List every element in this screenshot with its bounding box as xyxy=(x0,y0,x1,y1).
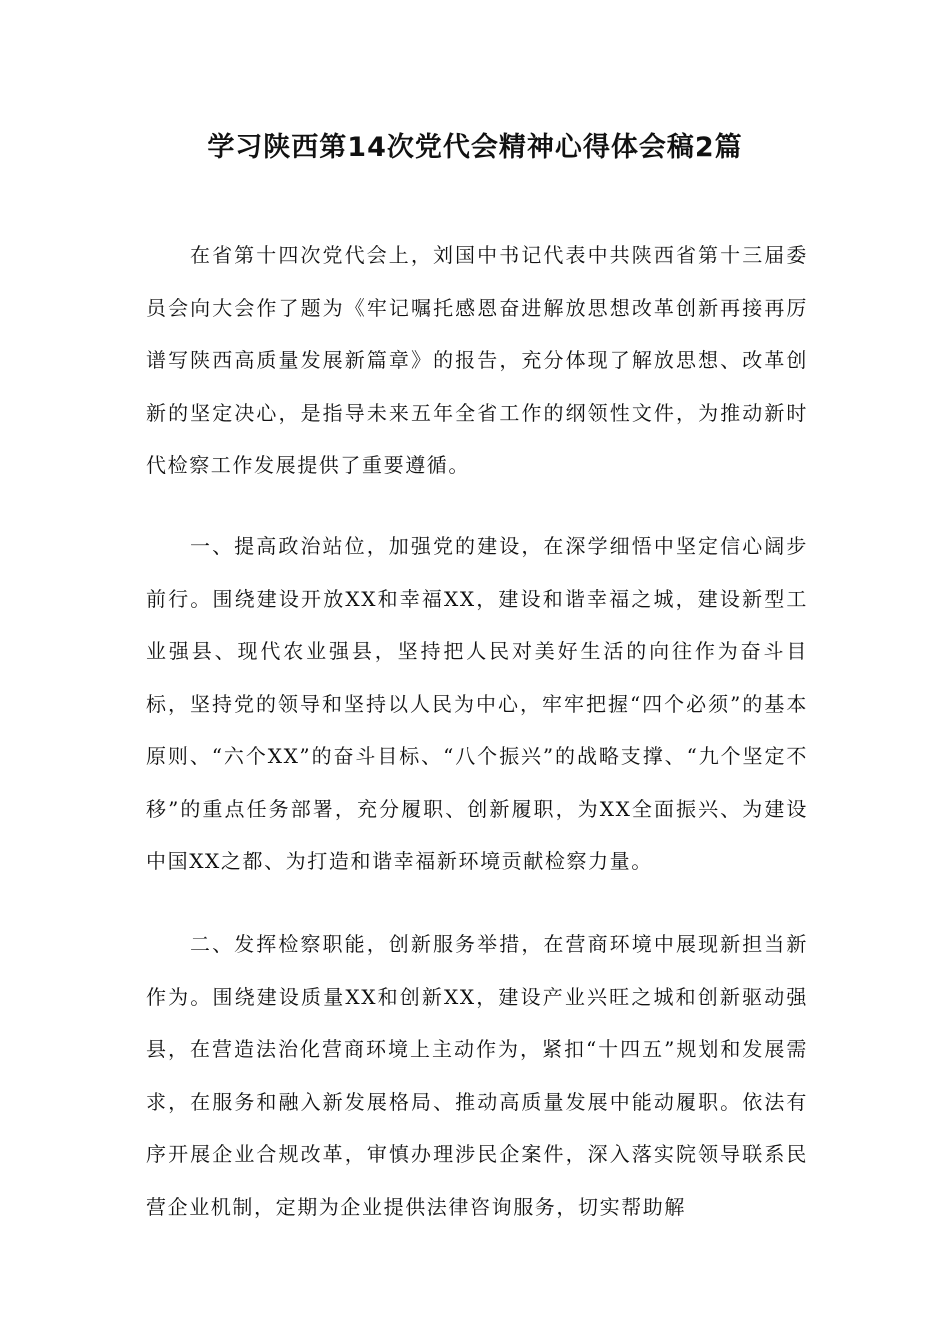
paragraph-intro: 在省第十四次党代会上，刘国中书记代表中共陕西省第十三届委员会向大会作了题为《牢记嘱托感恩奋进解放思想改革创新再接再厉谱写陕西高质量发展新篇章》的报告，充分体现了解放思想、改革创新的坚定决心，是指导未来五年全省工作的纲领性文件，为推动新时代检察工作发展提供了重要遵循。 xyxy=(146,243,808,477)
paragraph-section-one: 一、提高政治站位，加强党的建设，在深学细悟中坚定信心阔步前行。围绕建设开放XX和幸福XX，建设和谐幸福之城，建设新型工业强县、现代农业强县，坚持把人民对美好生活的向往作为奋斗目标，坚持党的领导和坚持以人民为中心，牢牢把握“四个必须”的基本原则、“六个XX”的奋斗目标、“八个振兴”的战略支撑、“九个坚定不移”的重点任务部署，充分履职、创新履职，为XX全面振兴、为建设中国XX之都、为打造和谐幸福新环境贡献检察力量。 xyxy=(146,534,808,873)
document-title: 学习陕西第14次党代会精神心得体会稿2篇 xyxy=(207,132,743,163)
paragraph-section-two: 二、发挥检察职能，创新服务举措，在营商环境中展现新担当新作为。围绕建设质量XX和创新XX，建设产业兴旺之城和创新驱动强县，在营造法治化营商环境上主动作为，紧扣“十四五”规划和发展需求，在服务和融入新发展格局、推动高质量发展中能动履职。依法有序开展企业合规改革，审慎办理涉民企案件，深入落实院领导联系民营企业机制，定期为企业提供法律咨询服务，切实帮助解 xyxy=(146,932,808,1219)
